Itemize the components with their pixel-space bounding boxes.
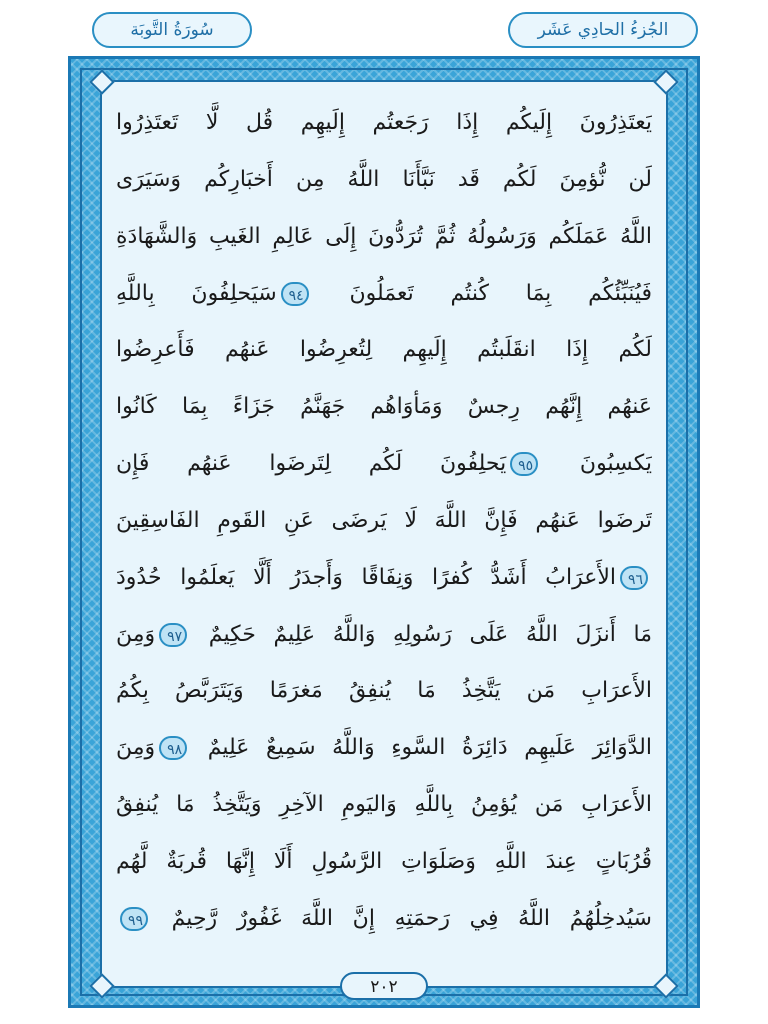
verse-line xyxy=(116,608,652,662)
verse-text: اللَّهُ عَمَلَكُم وَرَسُولُهُ ثُمَّ تُرَدُّونَ إِلَى عَالِمِ الغَيبِ وَالشَّهَادَةِ xyxy=(116,223,652,249)
verse-lines xyxy=(116,96,652,946)
ayah-number-marker: ٩٨ xyxy=(159,736,187,760)
verse-text: لَكُم إِذَا انقَلَبتُم إِلَيهِم لِتُعرِضُوا عَنهُم فَأَعرِضُوا xyxy=(116,337,652,363)
ayah-number-marker: ٩٤ xyxy=(281,282,309,306)
verse-text: لَن نُّؤمِنَ لَكُم قَد نَبَّأَنَا اللَّهُ مِن أَخبَارِكُم وَسَيَرَى xyxy=(116,166,652,192)
verse-line xyxy=(116,494,652,548)
verse-line xyxy=(116,835,652,889)
verse-text: يَعتَذِرُونَ إِلَيكُم إِذَا رَجَعتُم إِلَيهِم قُل لَّا تَعتَذِرُوا xyxy=(116,110,652,135)
corner-ornament-icon xyxy=(653,973,678,998)
verse-text: يَكسِبُونَ xyxy=(542,451,652,477)
corner-ornament-icon xyxy=(653,69,678,94)
verse-line xyxy=(116,721,652,775)
verse-line xyxy=(116,323,652,377)
verse-line xyxy=(116,380,652,434)
corner-ornament-icon xyxy=(89,69,114,94)
page-number: ٢٠٢ xyxy=(340,972,428,1000)
verse-text: يَحلِفُونَ لَكُم لِتَرضَوا عَنهُم فَإِن xyxy=(116,451,507,477)
verse-line xyxy=(116,153,652,207)
verse-text: قُرُبَاتٍ عِندَ اللَّهِ وَصَلَوَاتِ الرَّسُولِ أَلَا إِنَّهَا قُربَةٌ لَّهُم xyxy=(116,848,652,874)
verse-text: الأَعرَابِ مَن يُؤمِنُ بِاللَّهِ وَاليَومِ الآخِرِ وَيَتَّخِذُ مَا يُنفِقُ xyxy=(116,792,652,818)
verse-line xyxy=(116,437,652,491)
verse-line xyxy=(116,778,652,832)
ayah-number-marker: ٩٧ xyxy=(159,623,187,647)
verse-text: مَا أَنزَلَ اللَّهُ عَلَى رَسُولِهِ وَاللَّهُ عَلِيمٌ حَكِيمٌ xyxy=(191,621,652,647)
verse-line xyxy=(116,267,652,321)
verse-text: وَمِنَ xyxy=(116,621,156,647)
verse-text: الأَعرَابِ مَن يَتَّخِذُ مَا يُنفِقُ مَغرَمًا وَيَتَرَبَّصُ بِكُمُ xyxy=(116,678,652,704)
verse-text: سَيَحلِفُونَ بِاللَّهِ xyxy=(116,280,277,306)
ayah-number-marker: ٩٥ xyxy=(510,452,538,476)
ayah-number-marker: ٩٦ xyxy=(620,566,648,590)
verse-line xyxy=(116,551,652,605)
verse-text: تَرضَوا عَنهُم فَإِنَّ اللَّهَ لَا يَرضَى عَنِ القَومِ الفَاسِقِينَ xyxy=(116,507,652,533)
verse-text: الدَّوَائِرَ عَلَيهِم دَائِرَةُ السَّوءِ وَاللَّهُ سَمِيعٌ عَلِيمٌ xyxy=(191,735,652,761)
verse-line xyxy=(116,96,652,150)
verse-text: الأَعرَابُ أَشَدُّ كُفرًا وَنِفَاقًا وَأَجدَرُ أَلَّا يَعلَمُوا حُدُودَ xyxy=(116,564,616,590)
verse-text: عَنهُم إِنَّهُم رِجسٌ وَمَأوَاهُم جَهَنَّمُ جَزَاءً بِمَا كَانُوا xyxy=(116,394,652,420)
verse-text: فَيُنَبِّئُكُم بِمَا كُنتُم تَعمَلُونَ xyxy=(312,280,652,306)
page-frame xyxy=(68,56,700,1008)
verse-line xyxy=(116,664,652,718)
verse-text: سَيُدخِلُهُمُ اللَّهُ فِي رَحمَتِهِ إِنَّ اللَّهَ غَفُورٌ رَّحِيمٌ xyxy=(152,905,652,931)
verse-line xyxy=(116,210,652,264)
corner-ornament-icon xyxy=(89,973,114,998)
surah-title: سُورَةُ التَّوبَة xyxy=(92,12,252,48)
verse-line xyxy=(116,892,652,946)
juz-title: الجُزءُ الحادِي عَشَر xyxy=(508,12,698,48)
ayah-number-marker: ٩٩ xyxy=(120,907,148,931)
quran-text-panel xyxy=(100,80,668,997)
verse-text: وَمِنَ xyxy=(116,735,156,761)
